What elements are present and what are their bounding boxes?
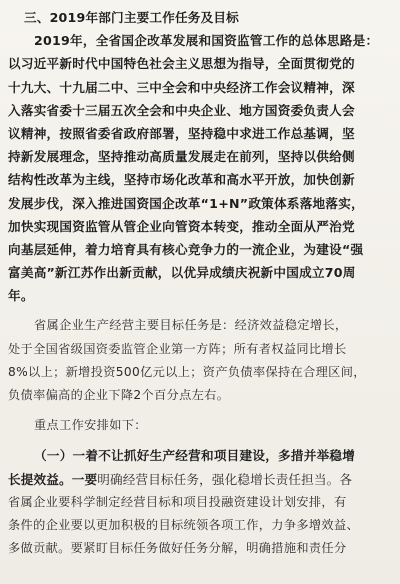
paragraph-line: 省属企业生产经营主要目标任务是：经济效益稳定增长， <box>34 318 348 333</box>
paragraph-production-targets <box>8 314 394 407</box>
bold-segment: 长提效益。 <box>8 471 72 487</box>
document-body <box>8 6 394 560</box>
paragraph-line: 年。 <box>8 288 34 304</box>
paragraph-line: 8%以上；新增投资500亿元以上；资产负债率保持在合理区间， <box>8 364 366 379</box>
paragraph-line: 条件的企业要以更加积极的目标统领各项工作，力争多增效益、 <box>8 517 360 532</box>
paragraph-line: 入落实省委十三届五次全会和中央企业、地方国资委负责人会 <box>8 102 355 118</box>
paragraph-line: 省属企业要科学制定经营目标和项目投融资建设计划安排，有 <box>8 494 347 509</box>
paragraph-line: 十九大、十九届二中、三中全会和中央经济工作会议精神，深 <box>8 79 355 95</box>
key-work-intro: 重点工作安排如下： <box>34 418 147 433</box>
paragraph-line: 多做贡献。要紧盯目标任务做好任务分解，明确措施和责任分 <box>8 541 347 556</box>
paragraph-line: 处于全国省级国资委监管企业第一方阵；所有者权益同比增长 <box>8 341 347 356</box>
paragraph-line-mixed <box>8 468 394 491</box>
paragraph-line: 以习近平新时代中国特色社会主义思想为指导，全面贯彻党的 <box>8 56 355 72</box>
paragraph-line: 结构性改革为主线，坚持市场化改革和高水平开放，加快创新 <box>8 172 355 188</box>
subheading-line: （一）一着不让抓好生产经营和项目建设，多措并举稳增 <box>34 448 356 464</box>
paragraph-line: 向基层延伸，着力培育具有核心竞争力的一流企业，为建设“强 <box>8 241 364 257</box>
paragraph-line: 加快实现国资监管从管企业向管资本转变，推动全面从严治党 <box>8 218 355 234</box>
paragraph-overall-approach <box>8 29 394 307</box>
paragraph-key-work-one <box>8 444 394 560</box>
paragraph-line: 负债率偏高的企业下降2个百分点左右。 <box>8 388 230 402</box>
paragraph-line: 富美高”新江苏作出新贡献，以优异成绩庆祝新中国成立70周 <box>8 265 356 281</box>
paragraph-line: 议精神，按照省委省政府部署，坚持稳中求进工作总基调，坚 <box>8 125 355 141</box>
paragraph-line: 持新发展理念，坚持推动高质量发展走在前列，坚持以供给侧 <box>8 149 355 165</box>
bold-segment: 一要 <box>71 471 98 487</box>
paragraph-line: 2019年，全省国企改革发展和国资监管工作的总体思路是： <box>34 33 379 49</box>
section-heading: 三、2019年部门主要工作任务及目标 <box>24 10 239 25</box>
paragraph-line: 发展步伐，深入推进国资国企改革“1+N”政策体系落地落实， <box>8 195 364 211</box>
normal-segment: 明确经营目标任务，强化稳增长责任担当。各 <box>97 471 353 487</box>
